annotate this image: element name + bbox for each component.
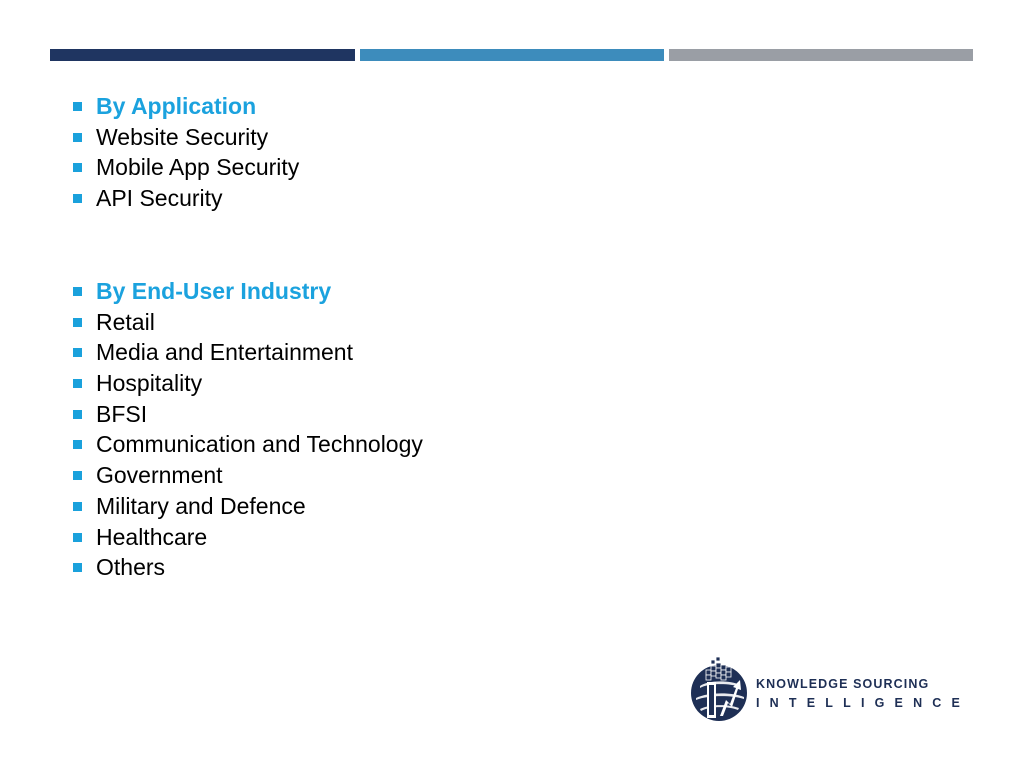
list-item-label: Communication and Technology: [96, 431, 423, 458]
logo-text-line2: INTELLIGENCE: [756, 696, 971, 710]
list-item: [72, 368, 423, 399]
list-item: [72, 122, 299, 153]
square-bullet-icon: [73, 287, 82, 296]
list-item-label: Mobile App Security: [96, 154, 300, 181]
header-accent-bars: [50, 49, 973, 61]
square-bullet-icon: [73, 102, 82, 111]
list-item-label: Media and Entertainment: [96, 339, 353, 366]
application-segment-list: [72, 91, 299, 214]
square-bullet-icon: [73, 502, 82, 511]
industry-heading-item: [72, 276, 423, 307]
list-item-label: Retail: [96, 308, 155, 335]
list-item-label: BFSI: [96, 400, 148, 427]
square-bullet-icon: [73, 194, 82, 203]
square-bullet-icon: [73, 471, 82, 480]
company-logo: [690, 652, 971, 732]
list-item-label: Website Security: [96, 123, 269, 150]
accent-bar-medium-blue: [360, 49, 664, 61]
logo-text-line1: KNOWLEDGE SOURCING: [756, 677, 930, 691]
square-bullet-icon: [73, 163, 82, 172]
industry-segment-list: [72, 276, 423, 583]
list-item-label: Others: [96, 554, 166, 581]
square-bullet-icon: [73, 440, 82, 449]
list-item: [72, 183, 299, 214]
list-item: [72, 522, 423, 553]
square-bullet-icon: [73, 318, 82, 327]
list-item-label: Government: [96, 462, 223, 489]
list-item: [72, 460, 423, 491]
square-bullet-icon: [73, 410, 82, 419]
list-item: [72, 399, 423, 430]
list-item-label: Military and Defence: [96, 492, 306, 519]
list-item: [72, 491, 423, 522]
square-bullet-icon: [73, 533, 82, 542]
list-item: [72, 429, 423, 460]
square-bullet-icon: [73, 133, 82, 142]
building-globe-logo-icon: [690, 652, 752, 728]
industry-heading: By End-User Industry: [96, 278, 332, 304]
square-bullet-icon: [73, 379, 82, 388]
list-item-label: API Security: [96, 185, 223, 212]
accent-bar-dark-blue: [50, 49, 355, 61]
list-item: [72, 337, 423, 368]
list-item-label: Hospitality: [96, 370, 203, 397]
application-heading: By Application: [96, 93, 257, 119]
list-item: [72, 307, 423, 338]
square-bullet-icon: [73, 563, 82, 572]
list-item-label: Healthcare: [96, 523, 208, 550]
square-bullet-icon: [73, 348, 82, 357]
accent-bar-gray: [669, 49, 973, 61]
application-heading-item: [72, 91, 299, 122]
list-item: [72, 152, 299, 183]
list-item: [72, 552, 423, 583]
